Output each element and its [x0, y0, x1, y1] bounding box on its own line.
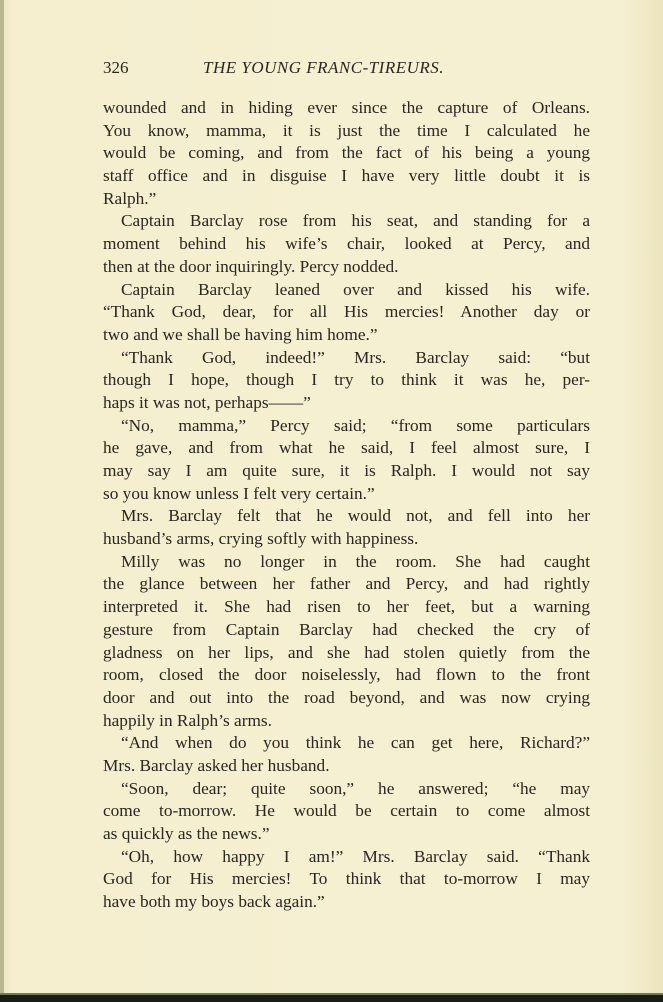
text-line: though I hope, though I try to think it was he, per- [103, 370, 590, 390]
text-line: interpreted it. She had risen to her feet, but a warning [103, 597, 590, 617]
text-line: “Thank God, dear, for all His mercies! Another day or [103, 302, 590, 322]
scan-bottom-edge [0, 993, 663, 1002]
text-line: staff office and in disguise I have very little doubt it is [103, 166, 590, 186]
text-line: “Soon, dear; quite soon,” he answered; “he may [121, 778, 590, 798]
running-title: THE YOUNG FRANC-TIREURS. [203, 58, 445, 77]
text-line: as quickly as the news.” [103, 824, 270, 843]
page-number: 326 [103, 58, 129, 77]
text-line: wounded and in hiding ever since the capture of Orleans. [103, 98, 590, 117]
text-line: would be coming, and from the fact of his being a young [103, 143, 590, 163]
text-line: gesture from Captain Barclay had checked the cry of [103, 619, 590, 639]
text-line: moment behind his wife’s chair, looked at Percy, and [103, 234, 590, 254]
text-line: may say I am quite sure, it is Ralph. I would not say [103, 461, 590, 480]
text-line: come to-morrow. He would be certain to come almost [103, 801, 590, 821]
text-line: room, closed the door noiselessly, had flown to the front [103, 665, 590, 685]
text-line: he gave, and from what he said, I feel almost sure, I [103, 438, 590, 458]
text-line: haps it was not, perhaps——” [103, 392, 311, 412]
text-line: so you know unless I felt very certain.” [103, 483, 375, 503]
running-header [103, 58, 590, 82]
text-line: You know, mamma, it is just the time I calculated he [103, 120, 590, 140]
text-line: Milly was no longer in the room. She had caught [121, 551, 590, 571]
text-line: door and out into the road beyond, and was now crying [103, 687, 590, 707]
text-line: Mrs. Barclay felt that he would not, and fell into her [121, 506, 590, 526]
text-line: Captain Barclay rose from his seat, and standing for a [121, 211, 590, 231]
text-line: “No, mamma,” Percy said; “from some particulars [121, 415, 590, 435]
text-line: “Thank God, indeed!” Mrs. Barclay said: “but [121, 347, 590, 367]
page-body-text [103, 97, 590, 914]
text-line: Ralph.” [103, 188, 157, 208]
page-edge [0, 0, 4, 993]
text-line: then at the door inquiringly. Percy nodded. [103, 256, 399, 276]
text-line: the glance between her father and Percy, and had rightly [103, 574, 590, 594]
text-line: have both my boys back again.” [103, 892, 325, 912]
text-line: husband’s arms, crying softly with happiness. [103, 529, 419, 549]
text-line: God for His mercies! To think that to-morrow I may [103, 869, 590, 889]
text-line: happily in Ralph’s arms. [103, 710, 272, 730]
text-line: Captain Barclay leaned over and kissed his wife. [121, 279, 590, 299]
text-line: “Oh, how happy I am!” Mrs. Barclay said. “Thank [121, 846, 590, 866]
text-line: Mrs. Barclay asked her husband. [103, 755, 330, 775]
text-line: “And when do you think he can get here, Richard?” [121, 733, 590, 753]
text-line: two and we shall be having him home.” [103, 324, 378, 344]
text-line: gladness on her lips, and she had stolen quietly from the [103, 642, 590, 662]
